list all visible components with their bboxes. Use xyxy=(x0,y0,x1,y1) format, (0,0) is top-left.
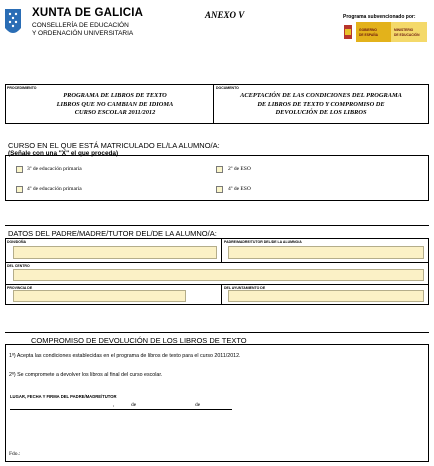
course-checkbox-eso-2[interactable] xyxy=(216,166,223,173)
document-line-3: DEVOLUCIÓN DE LOS LIBROS xyxy=(275,109,367,116)
col-divider-1 xyxy=(221,238,222,262)
course-option-eso-4: 4º de ESO xyxy=(228,186,251,192)
course-option-primary-3: 3º de educación primaria xyxy=(27,166,82,172)
procedure-divider xyxy=(213,84,214,124)
document-label: DOCUMENTO xyxy=(216,86,239,90)
place-date-line xyxy=(10,409,232,410)
row-divider-1 xyxy=(5,262,429,263)
annex-title: ANEXO V xyxy=(205,10,245,20)
document-line-1: ACEPTACIÓN DE LAS CONDICIONES DEL PROGRAMA xyxy=(240,92,402,99)
signature-label: Fdo.: xyxy=(9,451,21,457)
parent-section-title: DATOS DEL PADRE/MADRE/TUTOR DEL/DE LA ALUMNO/A: xyxy=(8,229,217,238)
province-label: PROVINCIA DE xyxy=(7,286,33,290)
course-checkbox-primary-4[interactable] xyxy=(16,186,23,193)
province-field[interactable] xyxy=(13,290,186,302)
date-separator-3: de xyxy=(195,402,201,408)
gobierno-logo xyxy=(343,22,427,44)
procedure-line-2: LIBROS QUE NO CAMBIAN DE IDIOMA xyxy=(56,100,174,108)
council-field[interactable] xyxy=(228,290,424,302)
org-subtitle-1: CONSELLERÍA DE EDUCACIÓN xyxy=(32,22,129,29)
commitment-section-title: COMPROMISO DE DEVOLUCIÓN DE LOS LIBROS DE TEXTO xyxy=(31,336,247,345)
ministry-line-2: DE EDUCACIÓN xyxy=(394,33,420,37)
place-date-label: LUGAR, FECHA Y FIRMA DEL PADRE/MADRE/TUTOR xyxy=(10,394,117,399)
parent-section-rule xyxy=(5,225,429,226)
name-label: DON/DOÑA xyxy=(7,240,27,244)
commitment-item-1: 1º) Acepta las condiciones establecidas en el programa de libros de texto para el curso 2011/2012. xyxy=(9,353,241,359)
school-label: DEL CENTRO xyxy=(7,264,30,268)
course-option-primary-4: 4º de educación primaria xyxy=(27,186,82,192)
document-name xyxy=(216,92,426,118)
sponsor-label: Programa subvencionado por: xyxy=(343,14,416,20)
spain-shield-icon xyxy=(343,23,353,41)
student-name-field[interactable] xyxy=(228,246,424,259)
course-section-title: CURSO EN EL QUE ESTÁ MATRICULADO EL/LA ALUMNO/A: xyxy=(8,141,220,150)
date-separator-1: , xyxy=(113,402,115,408)
course-box xyxy=(5,155,429,201)
course-checkbox-eso-4[interactable] xyxy=(216,186,223,193)
org-title: XUNTA DE GALICIA xyxy=(32,7,144,19)
ministry-line-1: MINISTERIO xyxy=(394,28,414,32)
council-label: DEL AYUNTAMIENTO DE xyxy=(224,286,266,290)
commitment-section-rule xyxy=(5,332,429,333)
document-line-2: DE LIBROS DE TEXTO Y COMPROMISO DE xyxy=(257,100,385,108)
procedure-name xyxy=(20,92,210,118)
gobierno-line-1: GOBIERNO xyxy=(359,28,377,32)
row-divider-2 xyxy=(5,284,429,285)
procedure-line-3: CURSO ESCOLAR 2011/2012 xyxy=(74,109,156,116)
school-field[interactable] xyxy=(13,269,424,281)
date-separator-2: de xyxy=(131,402,137,408)
course-instruction: (Señale con una "X" el que proceda) xyxy=(8,150,119,157)
xunta-logo xyxy=(4,8,22,38)
procedure-label: PROCEDIMIENTO xyxy=(7,86,37,90)
org-subtitle-2: Y ORDENACIÓN UNIVERSITARIA xyxy=(32,30,134,37)
gobierno-line-2: DE ESPAÑA xyxy=(359,33,378,37)
course-option-eso-2: 2º de ESO xyxy=(228,166,251,172)
course-checkbox-primary-3[interactable] xyxy=(16,166,23,173)
col-divider-2 xyxy=(221,284,222,305)
student-label: PADRE/MADRE/TUTOR DEL/DE LA ALUMNO/A xyxy=(224,240,302,244)
commitment-box xyxy=(5,344,429,462)
commitment-item-2: 2º) Se compromete a devolver los libros al final del curso escolar. xyxy=(9,372,163,378)
procedure-line-1: PROGRAMA DE LIBROS DE TEXTO xyxy=(63,92,167,99)
parent-name-field[interactable] xyxy=(13,246,217,259)
